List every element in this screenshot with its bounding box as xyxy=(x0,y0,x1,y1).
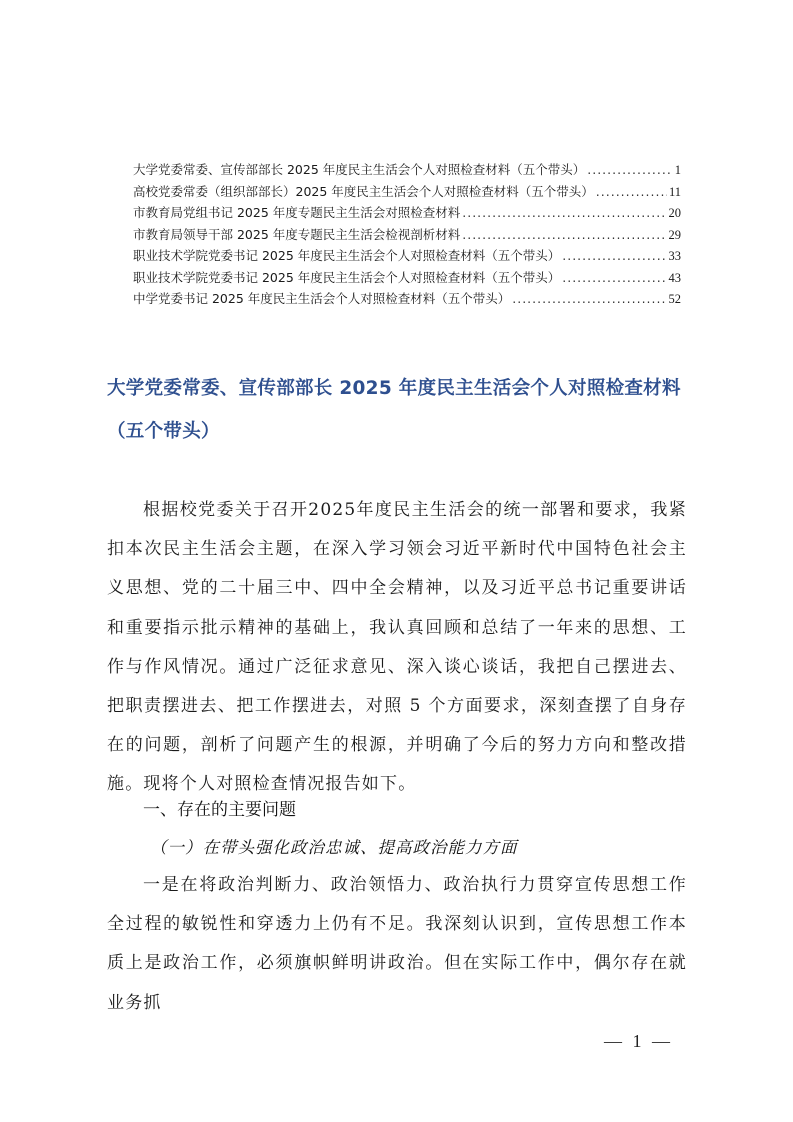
toc-entry-page: 29 xyxy=(668,227,681,242)
sub-heading: （一）在带头强化政治忠诚、提高政治能力方面 xyxy=(150,838,518,857)
toc-entry-page: 52 xyxy=(668,292,681,306)
toc-entry-page: 33 xyxy=(668,249,681,263)
toc-leader-dots xyxy=(462,227,666,242)
toc-entry-page: 43 xyxy=(668,270,681,285)
toc-entry[interactable] xyxy=(133,160,681,182)
toc-entry-title: 市教育局党组书记 2025 年度专题民主生活会对照检查材料 xyxy=(133,205,461,220)
toc-entry-title: 中学党委书记 2025 年度民主生活会个人对照检查材料（五个带头） xyxy=(133,291,511,306)
toc-entry[interactable] xyxy=(133,225,681,247)
document-title-line-2: （五个带头） xyxy=(107,421,220,442)
toc-entry-title: 市教育局领导干部 2025 年度专题民主生活会检视剖析材料 xyxy=(133,226,461,242)
section-heading: 一、存在的主要问题 xyxy=(143,800,296,820)
toc-entry[interactable] xyxy=(133,289,681,311)
body-paragraph: 一是在将政治判断力、政治领悟力、政治执行力贯穿宣传思想工作全过程的敏锐性和穿透力上仍有不足。我深刻认识到，宣传思想工作本质上是政治工作，必须旗帜鲜明讲政治。但在实际工作中，偶尔存在就业务抓 xyxy=(107,875,687,1013)
toc-leader-dots xyxy=(462,205,666,220)
toc-leader-dots xyxy=(562,248,666,263)
toc-leader-dots xyxy=(512,291,666,306)
toc-entry-title: 职业技术学院党委书记 2025 年度民主生活会个人对照检查材料（五个带头） xyxy=(133,248,561,263)
toc-entry-page: 1 xyxy=(674,163,681,177)
toc-leader-dots xyxy=(587,162,672,177)
toc-entry[interactable] xyxy=(133,268,681,290)
toc-leader-dots xyxy=(562,270,666,285)
intro-paragraph: 根据校党委关于召开2025年度民主生活会的统一部署和要求，我紧扣本次民主生活会主题，在深入学习领会习近平新时代中国特色社会主义思想、党的二十届三中、四中全会精神，以及习近平总书记重要讲话和重要指示批示精神的基础上，我认真回顾和总结了一年来的思想、工作与作风情况。通过广泛征求意见、深入谈心谈话，我把自己摆进去、把职责摆进去、把工作摆进去，对照 5 个方面要求，深刻查摆了自身存在的问题，剖析了问题产生的根源，并明确了今后的努力方向和整改措施。现将个人对照检查情况报告如下。 xyxy=(107,500,687,795)
toc-leader-dots xyxy=(596,184,667,199)
page-number: — 1 — xyxy=(604,1031,670,1051)
document-title xyxy=(107,367,707,453)
toc-entry[interactable] xyxy=(133,182,681,204)
toc-entry-page: 11 xyxy=(668,184,681,199)
toc-entry-page: 20 xyxy=(668,206,681,220)
toc-entry[interactable] xyxy=(133,246,681,268)
toc-entry-title: 职业技术学院党委书记 2025 年度民主生活会个人对照检查材料（五个带头） xyxy=(133,269,561,285)
toc-entry[interactable] xyxy=(133,203,681,225)
toc-entry-title: 高校党委常委（组织部部长）2025 年度民主生活会个人对照检查材料（五个带头） xyxy=(133,183,594,199)
table-of-contents xyxy=(133,160,681,311)
toc-entry-title: 大学党委常委、宣传部部长 2025 年度民主生活会个人对照检查材料（五个带头） xyxy=(133,162,586,177)
document-title-line-1: 大学党委常委、宣传部部长 2025 年度民主生活会个人对照检查材料 xyxy=(107,378,681,399)
